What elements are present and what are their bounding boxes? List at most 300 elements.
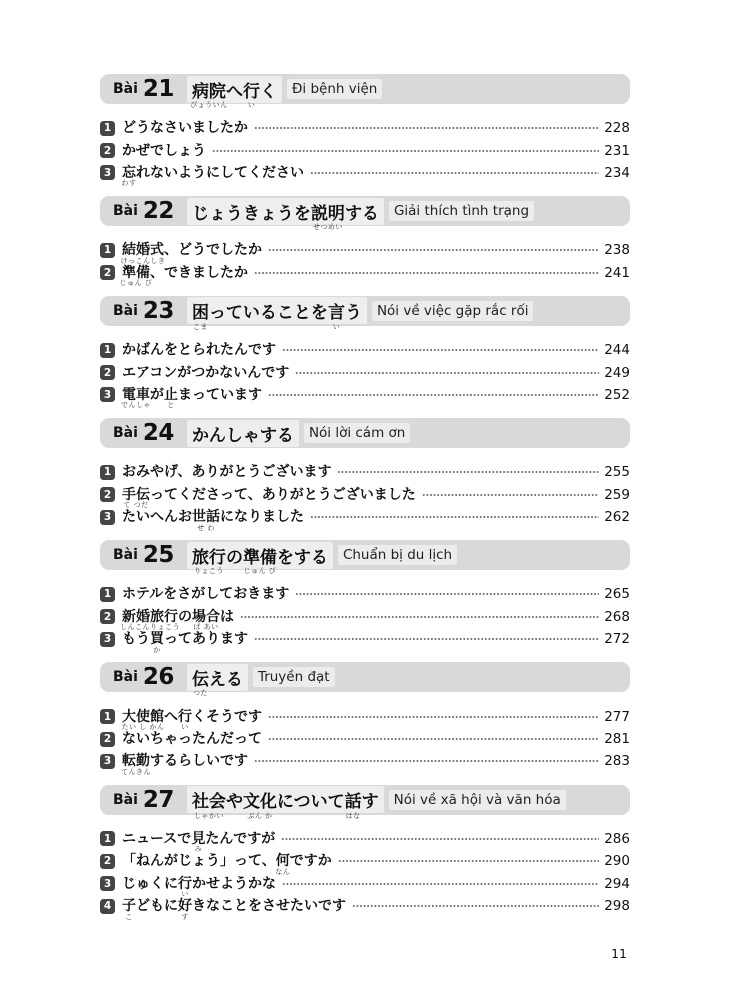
furigana: なん — [275, 867, 291, 876]
lesson-title-vietnamese: Giải thích tình trạng — [389, 201, 534, 221]
item-page-number: 277 — [604, 708, 630, 725]
text-segment — [191, 830, 206, 854]
dot-leader — [295, 366, 599, 380]
item-title — [121, 708, 262, 732]
item-title — [122, 853, 332, 876]
text-base: どもに — [136, 898, 178, 914]
furigana: と — [167, 401, 175, 410]
text-segment — [136, 899, 178, 913]
text-base: たいへんお — [122, 509, 192, 526]
lesson-number: 27 — [142, 786, 174, 813]
dot-leader — [282, 343, 599, 357]
toc-item[interactable] — [100, 339, 630, 361]
toc-item[interactable] — [100, 895, 630, 921]
text-segment — [277, 543, 328, 568]
text-base: 伝 — [191, 669, 209, 690]
toc-item[interactable] — [100, 384, 630, 410]
text-segment — [121, 753, 151, 776]
furigana: す — [181, 912, 189, 921]
toc-item[interactable] — [100, 117, 630, 139]
text-base: が — [150, 386, 164, 403]
text-segment — [190, 77, 228, 109]
furigana: い — [247, 101, 256, 109]
lesson-items — [100, 239, 630, 288]
lesson-title-japanese — [187, 198, 384, 232]
item-number-badge: 3 — [100, 754, 115, 769]
item-number-badge: 4 — [100, 899, 115, 914]
item-title — [122, 830, 276, 854]
text-base: するらしいです — [150, 753, 248, 770]
dot-leader — [310, 166, 599, 180]
lesson-title-vietnamese: Đi bệnh viện — [287, 79, 382, 99]
lesson-header — [100, 662, 630, 698]
text-base: おみやげ、ありがとうございます — [122, 464, 332, 481]
text-base: 旅行 — [191, 547, 226, 568]
text-segment — [164, 632, 248, 646]
text-base: 行 — [178, 875, 192, 892]
text-base: える — [208, 669, 243, 690]
text-segment — [178, 610, 192, 624]
text-base: 止 — [164, 386, 178, 403]
text-base: や — [225, 792, 243, 813]
text-base: ですか — [289, 853, 332, 870]
lesson-prefix-label: Bài — [113, 81, 138, 97]
lesson-title-japanese — [187, 297, 367, 331]
text-base: 、できましたか — [150, 264, 248, 281]
lesson-number: 26 — [142, 664, 174, 691]
text-segment — [150, 754, 248, 768]
dot-leader — [295, 587, 599, 601]
item-title — [122, 732, 262, 746]
text-segment — [277, 787, 345, 812]
text-segment — [122, 877, 178, 891]
toc-item[interactable] — [100, 606, 630, 632]
toc-item[interactable] — [100, 461, 630, 483]
lesson-title-japanese — [187, 76, 282, 109]
item-page-number: 238 — [604, 242, 630, 259]
item-page-number: 228 — [604, 120, 630, 137]
text-segment — [121, 164, 137, 188]
item-page-number: 262 — [604, 509, 630, 526]
furigana: せ わ — [197, 523, 215, 532]
text-base: について — [276, 792, 345, 813]
item-page-number: 244 — [604, 342, 630, 359]
toc-item[interactable] — [100, 583, 630, 605]
dot-leader — [254, 754, 599, 768]
furigana: ぶん か — [247, 811, 273, 820]
item-title — [121, 164, 304, 188]
item-page-number: 234 — [604, 164, 630, 181]
item-number-badge: 1 — [100, 243, 115, 258]
text-base: になりました — [220, 509, 304, 526]
text-base: へ — [225, 81, 243, 102]
lesson-prefix-label: Bài — [113, 669, 138, 686]
text-segment — [120, 242, 166, 265]
text-base: かんしゃする — [191, 425, 294, 446]
text-segment — [122, 510, 192, 524]
item-page-number: 298 — [604, 898, 630, 914]
text-base: 買 — [150, 631, 164, 648]
text-base: どうなさいましたか — [122, 120, 248, 137]
text-segment — [242, 787, 277, 820]
lesson-title-japanese — [187, 664, 248, 698]
furigana: こま — [192, 322, 208, 331]
item-page-number: 231 — [604, 142, 630, 159]
text-segment — [191, 787, 226, 820]
furigana: み — [194, 845, 203, 854]
lesson-header — [100, 540, 630, 576]
text-base: まっています — [178, 386, 262, 403]
text-segment — [192, 421, 294, 446]
lesson-title-vietnamese: Nói về xã hội và văn hóa — [389, 790, 566, 810]
lesson-prefix-label: Bài — [113, 547, 138, 564]
lesson-section-27 — [100, 785, 630, 921]
text-base: 話 — [344, 792, 362, 813]
text-segment — [345, 298, 362, 323]
item-number-badge: 2 — [100, 265, 115, 280]
text-segment — [122, 465, 331, 479]
item-title — [119, 264, 248, 288]
item-page-number: 259 — [604, 486, 630, 503]
lesson-number: 23 — [142, 297, 174, 324]
lesson-header — [100, 785, 630, 820]
table-of-contents — [100, 74, 630, 929]
lesson-title-vietnamese: Nói về việc gặp rắc rối — [372, 301, 534, 321]
text-segment — [121, 386, 151, 410]
text-segment — [150, 388, 164, 402]
text-base: ってあります — [164, 631, 248, 648]
dot-leader — [268, 732, 599, 746]
furigana: てんきん — [121, 767, 151, 776]
text-segment — [122, 732, 262, 746]
furigana: しゃかい — [193, 811, 224, 820]
furigana: か — [153, 645, 161, 654]
text-base: 病院 — [191, 81, 226, 102]
toc-item[interactable] — [100, 139, 630, 161]
dot-leader — [337, 465, 599, 479]
text-segment — [275, 853, 291, 876]
text-base: 、どうでしたか — [164, 242, 262, 259]
lesson-title-vietnamese: Nói lời cám ơn — [304, 423, 410, 443]
text-base: 手伝 — [122, 486, 150, 503]
lesson-items — [100, 583, 630, 654]
text-base: す — [361, 792, 379, 813]
text-base: ってくださって、ありがとうございました — [150, 486, 416, 503]
lesson-title-japanese — [187, 542, 333, 576]
text-base: たんですが — [205, 830, 276, 847]
text-segment — [242, 543, 277, 576]
text-segment — [362, 787, 379, 812]
text-base: う — [344, 303, 362, 324]
text-base: かぜでしょう — [122, 142, 206, 159]
item-page-number: 272 — [604, 631, 630, 648]
furigana: こ — [125, 912, 133, 921]
dot-leader — [254, 266, 599, 280]
text-segment — [178, 898, 192, 921]
text-base: 社会 — [191, 792, 226, 813]
furigana: じゅん び — [243, 567, 277, 576]
text-segment — [122, 898, 136, 921]
text-segment — [310, 199, 345, 232]
dot-leader — [338, 854, 599, 868]
lesson-header — [100, 196, 630, 232]
text-segment — [345, 199, 379, 224]
text-base: 転勤 — [122, 753, 150, 770]
text-base: 準備 — [122, 264, 150, 281]
item-page-number: 268 — [604, 608, 630, 625]
lesson-title-japanese — [187, 420, 299, 447]
text-segment — [192, 608, 220, 632]
text-base: れないようにしてください — [136, 164, 304, 181]
item-number-badge: 1 — [100, 831, 115, 846]
text-base: ないちゃったんだって — [122, 731, 262, 748]
lesson-prefix-label: Bài — [113, 203, 138, 220]
furigana: しんこんりょこう — [120, 623, 180, 632]
dot-leader — [422, 488, 599, 502]
text-segment — [122, 486, 150, 510]
toc-item[interactable] — [100, 850, 630, 876]
text-base: くそうです — [192, 708, 262, 725]
text-segment — [205, 832, 275, 846]
text-segment — [192, 877, 276, 891]
dot-leader — [352, 899, 599, 913]
lesson-number: 24 — [142, 420, 174, 447]
item-number-badge: 3 — [100, 387, 115, 402]
text-base: 行 — [178, 708, 192, 725]
toc-item[interactable] — [100, 239, 630, 265]
text-segment — [150, 488, 416, 502]
furigana: じゅん び — [119, 279, 153, 288]
text-segment — [220, 510, 304, 524]
text-base: 困 — [191, 303, 209, 324]
text-segment — [122, 343, 276, 357]
item-number-badge: 2 — [100, 854, 115, 869]
dot-leader — [310, 510, 599, 524]
item-number-badge: 2 — [100, 609, 115, 624]
item-title — [122, 366, 289, 380]
text-segment — [164, 386, 178, 410]
lesson-prefix-label: Bài — [113, 425, 138, 442]
text-base: く — [259, 81, 277, 102]
furigana: はな — [345, 811, 361, 820]
furigana: でんしゃ — [121, 401, 151, 410]
text-segment — [209, 665, 243, 690]
item-number-badge: 3 — [100, 876, 115, 891]
toc-item[interactable] — [100, 484, 630, 510]
item-page-number: 241 — [604, 264, 630, 281]
toc-item[interactable] — [100, 872, 630, 899]
text-segment — [191, 543, 226, 576]
lesson-items — [100, 705, 630, 776]
text-segment — [192, 199, 311, 224]
item-page-number: 255 — [604, 464, 630, 481]
toc-item[interactable] — [100, 728, 630, 750]
item-title — [122, 631, 248, 654]
text-base: 電車 — [122, 386, 150, 403]
lesson-section-26 — [100, 662, 630, 776]
item-number-badge: 1 — [100, 121, 115, 136]
text-segment — [178, 875, 192, 899]
text-base: 説明 — [310, 203, 345, 224]
lesson-number: 25 — [142, 542, 174, 569]
furigana: て つだ — [123, 501, 149, 510]
item-page-number: 283 — [604, 753, 630, 770]
furigana: い — [181, 723, 189, 732]
item-number-badge: 3 — [100, 632, 115, 647]
toc-item[interactable] — [100, 750, 630, 776]
text-base: 文化 — [242, 792, 277, 813]
text-segment — [122, 632, 150, 646]
text-segment — [122, 832, 191, 846]
text-base: は — [220, 608, 234, 625]
item-page-number: 249 — [604, 364, 630, 381]
text-base: じゅくに — [122, 875, 178, 892]
text-segment — [164, 243, 262, 257]
item-title — [121, 386, 262, 410]
text-segment — [136, 166, 304, 180]
text-base: じょうきょうを — [191, 203, 311, 224]
text-base: の — [225, 547, 243, 568]
item-title — [122, 898, 346, 921]
text-segment — [119, 264, 153, 288]
text-segment — [192, 710, 262, 724]
toc-item[interactable] — [100, 506, 630, 532]
text-segment — [191, 298, 209, 331]
dot-leader — [240, 610, 599, 624]
item-page-number: 252 — [604, 386, 630, 403]
item-title — [122, 121, 248, 135]
text-base: 「ねんがじょう」って、 — [122, 853, 276, 870]
text-base: 結婚式 — [122, 242, 164, 259]
item-number-badge: 1 — [100, 709, 115, 724]
text-segment — [150, 266, 248, 280]
text-segment — [209, 298, 328, 323]
item-number-badge: 2 — [100, 732, 115, 747]
item-title — [120, 242, 262, 265]
dot-leader — [282, 877, 599, 891]
text-base: へ — [164, 708, 178, 725]
text-segment — [260, 77, 277, 102]
item-title — [122, 509, 304, 532]
item-title — [122, 343, 276, 357]
text-base: 言 — [327, 303, 345, 324]
lesson-items — [100, 339, 630, 410]
text-base: 見 — [191, 830, 206, 847]
text-base: ニュースで — [122, 830, 192, 847]
text-base: 新婚旅行 — [122, 608, 178, 625]
dot-leader — [254, 632, 599, 646]
item-number-badge: 1 — [100, 343, 115, 358]
furigana: りょこう — [193, 567, 224, 576]
toc-item[interactable] — [100, 628, 630, 654]
dot-leader — [254, 121, 599, 135]
text-segment — [226, 77, 243, 102]
text-base: っていることを — [208, 303, 328, 324]
lesson-section-21 — [100, 74, 630, 188]
toc-item[interactable] — [100, 262, 630, 288]
text-segment — [192, 509, 220, 532]
furigana: わす — [121, 179, 137, 188]
dot-leader — [268, 243, 599, 257]
furigana: つた — [192, 689, 208, 698]
text-base: かせようかな — [192, 875, 276, 892]
furigana: びょういん — [190, 101, 228, 109]
lesson-section-22 — [100, 196, 630, 288]
lesson-title-japanese — [187, 786, 384, 820]
item-title — [122, 587, 289, 601]
text-segment — [327, 298, 345, 331]
text-base: 忘 — [122, 164, 136, 181]
lesson-section-23 — [100, 296, 630, 410]
lesson-number: 21 — [142, 76, 174, 102]
item-title — [122, 465, 331, 479]
text-segment — [178, 388, 262, 402]
text-base: もう — [122, 631, 150, 648]
toc-item[interactable] — [100, 162, 630, 188]
dot-leader — [281, 832, 599, 846]
item-title — [122, 486, 416, 510]
item-page-number: 265 — [604, 586, 630, 603]
text-segment — [242, 77, 260, 109]
dot-leader — [268, 710, 599, 724]
lesson-items — [100, 117, 630, 188]
text-segment — [122, 587, 289, 601]
text-segment — [290, 854, 332, 868]
lesson-section-25 — [100, 540, 630, 654]
text-base: 世話 — [192, 509, 220, 526]
item-number-badge: 1 — [100, 465, 115, 480]
item-number-badge: 1 — [100, 587, 115, 602]
text-segment — [122, 121, 248, 135]
text-segment — [164, 710, 178, 724]
text-base: エアコンがつかないんです — [122, 364, 290, 381]
text-segment — [122, 854, 276, 868]
text-segment — [120, 608, 180, 632]
lesson-header — [100, 74, 630, 109]
item-number-badge: 3 — [100, 510, 115, 525]
text-segment — [178, 708, 192, 732]
furigana: い — [332, 322, 341, 331]
lesson-items — [100, 828, 630, 921]
item-number-badge: 2 — [100, 487, 115, 502]
text-base: 大使館 — [122, 708, 164, 725]
page-number: 11 — [611, 946, 627, 961]
text-segment — [226, 543, 243, 568]
text-base: きなことをさせたいです — [192, 898, 346, 914]
item-page-number: 286 — [604, 830, 630, 847]
toc-item[interactable] — [100, 705, 630, 732]
dot-leader — [268, 388, 599, 402]
lesson-header — [100, 296, 630, 331]
furigana: ば あい — [193, 623, 219, 632]
text-base: かばんをとられたんです — [122, 342, 276, 359]
item-title — [121, 753, 248, 776]
dot-leader — [212, 144, 599, 158]
lesson-header — [100, 418, 630, 448]
item-title — [120, 608, 234, 632]
toc-item[interactable] — [100, 828, 630, 854]
lesson-prefix-label: Bài — [113, 302, 138, 319]
text-base: 好 — [178, 898, 192, 914]
lesson-section-24 — [100, 418, 630, 532]
text-segment — [191, 665, 209, 698]
lesson-title-vietnamese: Chuẩn bị du lịch — [338, 545, 457, 565]
text-segment — [344, 787, 362, 820]
text-base: 何 — [275, 853, 290, 870]
text-segment — [192, 899, 346, 913]
lesson-number: 22 — [142, 198, 174, 225]
toc-item[interactable] — [100, 361, 630, 383]
